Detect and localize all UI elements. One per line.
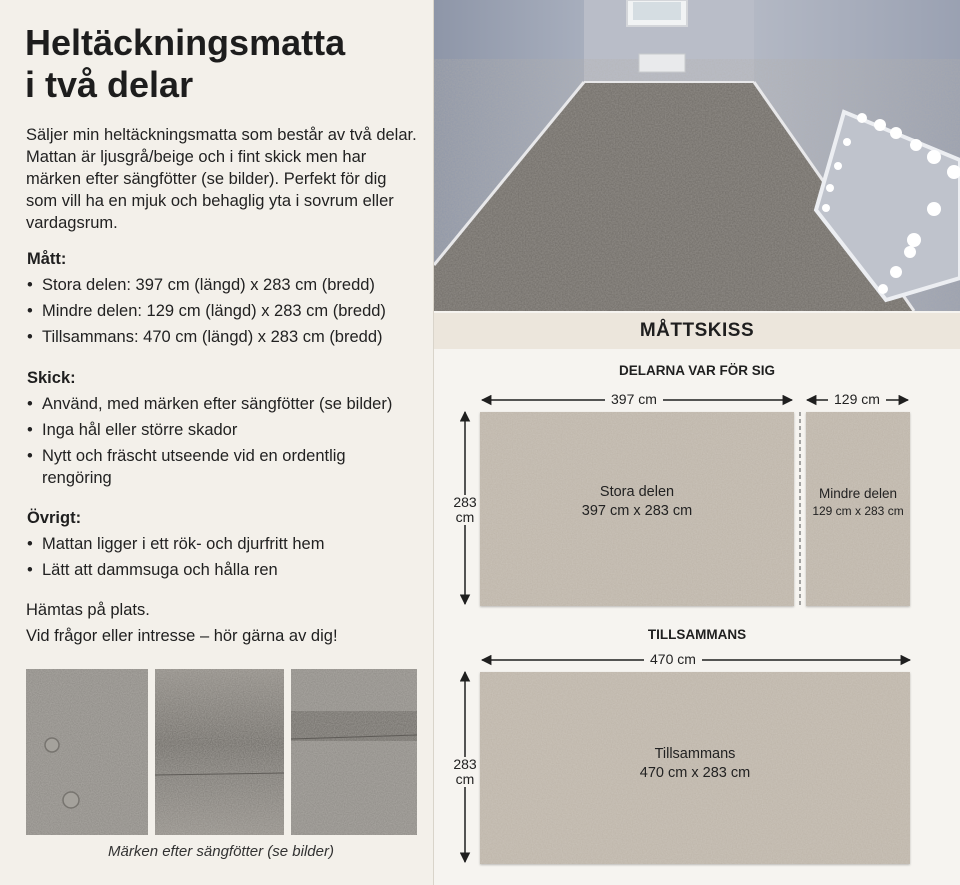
section-title-matt: Mått:: [27, 250, 67, 268]
big-part-rug: [480, 412, 794, 606]
list-matt: [26, 274, 426, 352]
carpet-photo-2: [155, 669, 284, 835]
small-part-name: Mindre delen: [818, 486, 898, 501]
small-length-label: 129 cm: [828, 391, 886, 407]
carpet-photo-3: [291, 669, 417, 835]
list-item: • Inga hål eller större skador: [26, 419, 426, 441]
width-value: 283: [453, 756, 477, 772]
contact-line: Vid frågor eller intresse – hör gärna av dig!: [26, 627, 338, 645]
carpet-photo-1: [26, 669, 148, 835]
pickup-line: Hämtas på plats.: [26, 601, 150, 619]
together-title: TILLSAMMANS: [647, 627, 747, 642]
big-length-label: 397 cm: [605, 391, 663, 407]
big-part-size: 397 cm x 283 cm: [581, 503, 693, 519]
list-item: • Nytt och fräscht utseende vid en ordentlig rengöring: [26, 445, 387, 489]
list-item: • Stora delen: 397 cm (längd) x 283 cm (bredd): [26, 274, 426, 296]
photo-caption: Märken efter sängfötter (se bilder): [108, 843, 334, 860]
title-line-1: Heltäckningsmatta: [25, 22, 346, 63]
list-skick: [26, 393, 426, 493]
width-unit: cm: [455, 771, 475, 787]
separate-parts-title: DELARNA VAR FÖR SIG: [618, 363, 775, 378]
big-part-name: Stora delen: [599, 484, 675, 500]
list-item: • Tillsammans: 470 cm (längd) x 283 cm (bredd): [26, 326, 426, 348]
list-item: • Använd, med märken efter sängfötter (se bilder): [26, 393, 426, 415]
small-part-rug: [806, 412, 910, 606]
list-item: • Mattan ligger i ett rök- och djurfritt hem: [26, 533, 426, 555]
dimension-sketch-panel: [434, 0, 960, 885]
small-part-size: 129 cm x 283 cm: [812, 504, 904, 518]
combined-rug: [480, 672, 910, 864]
listing-text-panel: [0, 0, 433, 885]
listing-title: [25, 22, 425, 106]
list-item: • Lätt att dammsuga och hålla ren: [26, 559, 426, 581]
width-label-2: [446, 757, 484, 787]
section-title-ovrigt: Övrigt:: [27, 509, 82, 527]
list-item: • Mindre delen: 129 cm (längd) x 283 cm (bredd): [26, 300, 426, 322]
listing-description: Säljer min heltäckningsmatta som består av två delar. Mattan är ljusgrå/beige och i fint skick men har märken efter sängfötter (se bilder). Perfekt för dig som vill ha en mjuk och behaglig yta i sovrum eller vardagsrum.: [26, 126, 417, 232]
title-line-2: i två delar: [25, 64, 194, 105]
section-title-skick: Skick:: [27, 369, 76, 387]
combined-size: 470 cm x 283 cm: [639, 765, 751, 781]
width-value: 283: [453, 494, 477, 510]
sketch-title: MÅTTSKISS: [434, 313, 960, 349]
width-unit: cm: [455, 509, 475, 525]
list-ovrigt: [26, 533, 426, 585]
width-label-1: [446, 495, 484, 525]
combined-name: Tillsammans: [654, 746, 736, 762]
total-length-label: 470 cm: [644, 651, 702, 667]
